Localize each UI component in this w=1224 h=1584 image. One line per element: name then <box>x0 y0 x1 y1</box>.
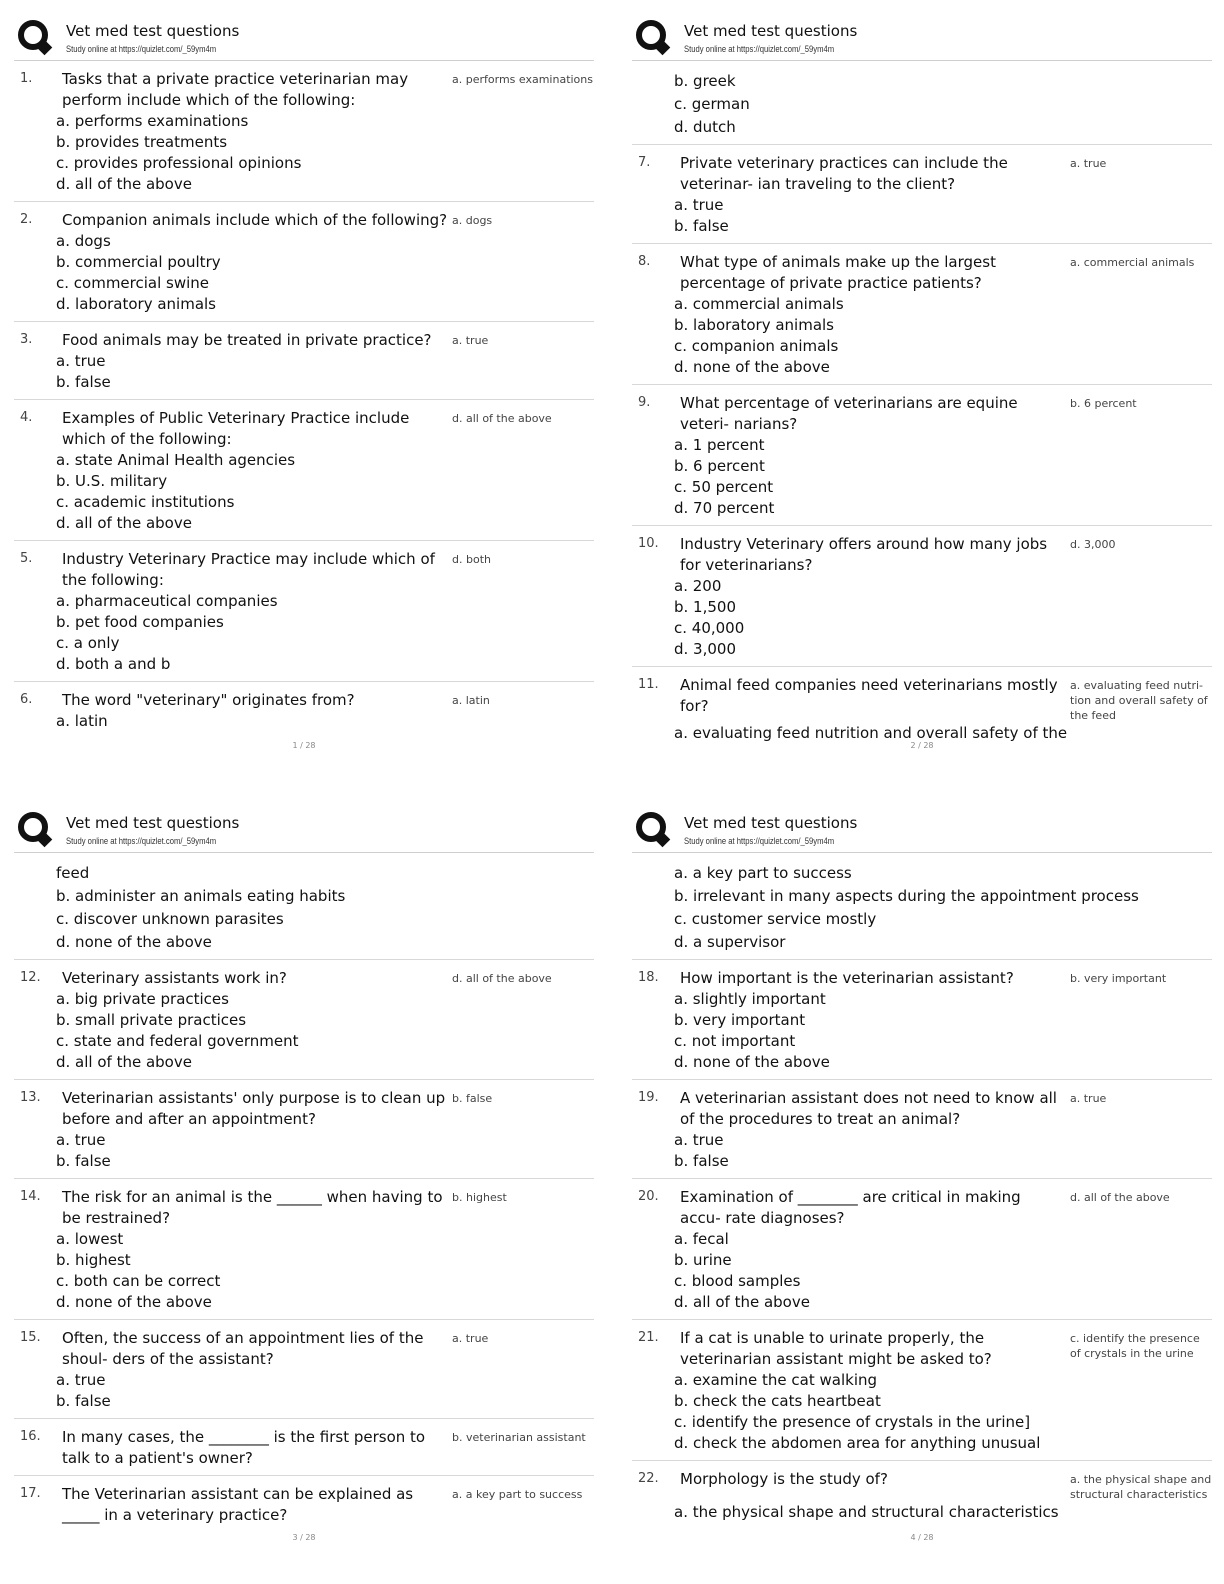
page-1 <box>14 18 594 778</box>
question-row <box>632 1469 1212 1502</box>
question-text: Industry Veterinary Practice may include which of the following: <box>62 550 435 589</box>
answer-text: a. performs examinations <box>452 73 593 86</box>
answer-option: c. blood samples <box>674 1272 801 1290</box>
question-block <box>14 61 594 202</box>
question-row <box>14 330 594 351</box>
question-block <box>14 541 594 682</box>
question-block <box>14 1476 594 1532</box>
question-number: 15. <box>20 1330 41 1345</box>
answer-option: b. U.S. military <box>56 472 168 490</box>
continued-option: c. german <box>674 95 750 113</box>
answer-text: a. dogs <box>452 214 493 227</box>
answer-option: d. none of the above <box>674 358 830 376</box>
question-row <box>632 968 1212 989</box>
continued-option: d. a supervisor <box>674 933 786 951</box>
answer-text: a. a key part to success <box>452 1488 583 1501</box>
answer-option: c. 50 percent <box>674 478 774 496</box>
question-text: Examples of Public Veterinary Practice include which of the following: <box>62 409 410 448</box>
question-number: 7. <box>638 155 651 170</box>
answer-option: c. companion animals <box>674 337 839 355</box>
page-title: Vet med test questions <box>684 814 858 832</box>
question-row <box>14 1088 594 1130</box>
question-text: Food animals may be treated in private practice? <box>62 331 432 349</box>
continued-option: a. a key part to success <box>674 864 852 882</box>
answer-text: b. very important <box>1070 972 1167 985</box>
answer-option: a. true <box>674 1131 724 1149</box>
answer-text: d. 3,000 <box>1070 538 1116 551</box>
question-text: A veterinarian assistant does not need to know all of the procedures to treat an animal? <box>680 1089 1057 1128</box>
continued-option: c. discover unknown parasites <box>56 910 284 928</box>
question-block <box>632 244 1212 385</box>
question-row <box>14 1484 594 1526</box>
question-number: 13. <box>20 1090 41 1105</box>
answer-text: a. true <box>1070 1092 1107 1105</box>
question-block <box>14 322 594 400</box>
question-row <box>632 252 1212 294</box>
question-row <box>632 153 1212 195</box>
question-row <box>14 690 594 711</box>
continued-option: feed <box>56 864 90 882</box>
question-text: Industry Veterinary offers around how many jobs for veterinarians? <box>680 535 1048 574</box>
answer-text: a. true <box>452 334 489 347</box>
question-row <box>14 1427 594 1469</box>
answer-option: a. commercial animals <box>674 295 844 313</box>
answer-option: b. false <box>56 373 111 391</box>
question-number: 4. <box>20 410 33 425</box>
answer-text: b. 6 percent <box>1070 397 1137 410</box>
quizlet-logo-icon <box>18 20 48 50</box>
answer-option: d. check the abdomen area for anything unusual <box>674 1434 1041 1452</box>
continued-option: b. irrelevant in many aspects during the appointment process <box>674 887 1139 905</box>
question-block <box>14 1419 594 1476</box>
question-text: Tasks that a private practice veterinarian may perform include which of the following: <box>62 70 409 109</box>
question-number: 5. <box>20 551 33 566</box>
question-block <box>632 667 1212 750</box>
answer-option: c. state and federal government <box>56 1032 299 1050</box>
answer-option: d. all of the above <box>56 514 192 532</box>
continued-option: c. customer service mostly <box>674 910 877 928</box>
answer-option: c. 40,000 <box>674 619 745 637</box>
question-row <box>14 1328 594 1370</box>
question-row <box>632 534 1212 576</box>
question-row <box>632 1187 1212 1229</box>
study-online-link[interactable]: Study online at https://quizlet.com/_59ym4m <box>66 836 217 846</box>
answer-option: b. pet food companies <box>56 613 224 631</box>
question-block <box>14 400 594 541</box>
question-block <box>14 1320 594 1419</box>
answer-option: d. all of the above <box>56 1053 192 1071</box>
question-block <box>14 1080 594 1179</box>
answer-option: c. provides professional opinions <box>56 154 302 172</box>
answer-option: a. pharmaceutical companies <box>56 592 278 610</box>
answer-option: c. a only <box>56 634 120 652</box>
answer-option: a. state Animal Health agencies <box>56 451 296 469</box>
page-2 <box>632 18 1212 778</box>
answer-option: a. true <box>56 352 106 370</box>
page-3 <box>14 810 594 1570</box>
question-number: 2. <box>20 212 33 227</box>
answer-option: a. latin <box>56 712 108 730</box>
answer-text: b. highest <box>452 1191 507 1204</box>
answer-text: b. false <box>452 1092 493 1105</box>
question-number: 18. <box>638 970 659 985</box>
question-list <box>14 853 594 1532</box>
continued-option: d. none of the above <box>56 933 212 951</box>
question-number: 20. <box>638 1189 659 1204</box>
question-number: 8. <box>638 254 651 269</box>
question-number: 22. <box>638 1471 659 1486</box>
question-text: How important is the veterinarian assistant? <box>680 969 1014 987</box>
question-block <box>14 202 594 322</box>
question-list <box>14 61 594 738</box>
question-row <box>14 968 594 989</box>
answer-option: a. performs examinations <box>56 112 249 130</box>
answer-option: b. small private practices <box>56 1011 247 1029</box>
page-title: Vet med test questions <box>66 22 240 40</box>
answer-option: a. slightly important <box>674 990 826 1008</box>
page-header <box>632 810 1212 853</box>
question-text: Animal feed companies need veterinarians mostly for? <box>680 676 1058 715</box>
quizlet-logo-icon <box>636 812 666 842</box>
question-text: What percentage of veterinarians are equine veteri- narians? <box>680 394 1018 433</box>
continued-option: b. administer an animals eating habits <box>56 887 346 905</box>
question-block <box>632 1461 1212 1529</box>
answer-text: a. true <box>452 1332 489 1345</box>
answer-option: a. true <box>674 196 724 214</box>
answer-option: d. all of the above <box>56 175 192 193</box>
page-4 <box>632 810 1212 1570</box>
answer-option: a. big private practices <box>56 990 229 1008</box>
question-block <box>14 682 594 738</box>
answer-option: a. true <box>56 1371 106 1389</box>
answer-text: a. true <box>1070 157 1107 170</box>
quizlet-logo-icon <box>636 20 666 50</box>
answer-text: d. all of the above <box>452 412 552 425</box>
question-number: 6. <box>20 692 33 707</box>
answer-option: d. laboratory animals <box>56 295 216 313</box>
question-row <box>14 1187 594 1229</box>
page-number: 3 / 28 <box>292 1533 316 1542</box>
answer-option: b. 1,500 <box>674 598 736 616</box>
question-block <box>14 960 594 1080</box>
question-row <box>14 210 594 231</box>
question-text: Morphology is the study of? <box>680 1470 888 1488</box>
question-number: 3. <box>20 332 33 347</box>
answer-option: c. academic institutions <box>56 493 235 511</box>
question-block <box>632 145 1212 244</box>
answer-option: a. evaluating feed nutrition and overall safety of the <box>674 724 1068 742</box>
continued-question-block <box>632 61 1212 145</box>
answer-option: b. 6 percent <box>674 457 765 475</box>
answer-option: b. very important <box>674 1011 806 1029</box>
question-list <box>632 853 1212 1529</box>
question-row <box>632 675 1212 723</box>
answer-option: a. lowest <box>56 1230 124 1248</box>
question-block <box>632 385 1212 526</box>
question-number: 10. <box>638 536 659 551</box>
question-row <box>632 1088 1212 1130</box>
question-number: 11. <box>638 677 659 692</box>
answer-option: a. the physical shape and structural characteristics <box>674 1503 1059 1521</box>
page-header <box>14 810 594 853</box>
question-text: Veterinary assistants work in? <box>62 969 287 987</box>
continued-option: d. dutch <box>674 118 736 136</box>
answer-option: b. highest <box>56 1251 131 1269</box>
answer-text: a. evaluating feed nutri- tion and overall safety of the feed <box>1070 679 1208 722</box>
answer-text: a. commercial animals <box>1070 256 1195 269</box>
question-text: Veterinarian assistants' only purpose is to clean up before and after an appointment? <box>62 1089 446 1128</box>
question-text: Often, the success of an appointment lies of the shoul- ders of the assistant? <box>62 1329 424 1368</box>
answer-option: b. provides treatments <box>56 133 228 151</box>
continued-question-block <box>632 853 1212 960</box>
answer-option: d. both a and b <box>56 655 171 673</box>
page-title: Vet med test questions <box>684 22 858 40</box>
question-text: The Veterinarian assistant can be explained as _____ in a veterinary practice? <box>62 1485 414 1524</box>
answer-option: c. commercial swine <box>56 274 210 292</box>
question-row <box>14 408 594 450</box>
question-text: If a cat is unable to urinate properly, the veterinarian assistant might be asked to? <box>680 1329 992 1368</box>
answer-option: b. urine <box>674 1251 732 1269</box>
page-number: 1 / 28 <box>292 741 316 750</box>
answer-option: b. laboratory animals <box>674 316 834 334</box>
question-number: 16. <box>20 1429 41 1444</box>
question-text: Private veterinary practices can include the veterinar- ian traveling to the client? <box>680 154 1008 193</box>
answer-option: d. all of the above <box>674 1293 810 1311</box>
answer-option: b. commercial poultry <box>56 253 221 271</box>
study-online-link[interactable]: Study online at https://quizlet.com/_59ym4m <box>684 44 835 54</box>
question-text: The word "veterinary" originates from? <box>62 691 355 709</box>
quizlet-logo-icon <box>18 812 48 842</box>
answer-option: d. none of the above <box>674 1053 830 1071</box>
study-online-link[interactable]: Study online at https://quizlet.com/_59ym4m <box>66 44 217 54</box>
question-text: In many cases, the ________ is the first person to talk to a patient's owner? <box>62 1428 426 1467</box>
question-number: 14. <box>20 1189 41 1204</box>
question-text: Companion animals include which of the following? <box>62 211 448 229</box>
question-text: Examination of ________ are critical in making accu- rate diagnoses? <box>680 1188 1021 1227</box>
question-number: 1. <box>20 71 33 86</box>
answer-text: c. identify the presence of crystals in the urine <box>1070 1332 1200 1360</box>
question-number: 19. <box>638 1090 659 1105</box>
question-number: 12. <box>20 970 41 985</box>
answer-text: d. all of the above <box>452 972 552 985</box>
page-header <box>14 18 594 61</box>
answer-option: a. true <box>56 1131 106 1149</box>
answer-option: b. false <box>56 1392 111 1410</box>
answer-text: b. veterinarian assistant <box>452 1431 586 1444</box>
question-block <box>632 960 1212 1080</box>
page-title: Vet med test questions <box>66 814 240 832</box>
question-row <box>632 1328 1212 1370</box>
question-number: 17. <box>20 1486 41 1501</box>
question-block <box>632 526 1212 667</box>
question-block <box>632 1080 1212 1179</box>
question-number: 21. <box>638 1330 659 1345</box>
answer-text: a. latin <box>452 694 490 707</box>
answer-option: d. none of the above <box>56 1293 212 1311</box>
question-row <box>14 69 594 111</box>
question-row <box>14 549 594 591</box>
answer-option: c. identify the presence of crystals in the urine] <box>674 1413 1031 1431</box>
answer-option: d. 3,000 <box>674 640 736 658</box>
page-header <box>632 18 1212 61</box>
question-text: What type of animals make up the largest percentage of private practice patients? <box>680 253 996 292</box>
answer-text: d. both <box>452 553 491 566</box>
question-row <box>632 393 1212 435</box>
answer-option: b. check the cats heartbeat <box>674 1392 881 1410</box>
answer-text: d. all of the above <box>1070 1191 1170 1204</box>
answer-option: b. false <box>674 1152 729 1170</box>
answer-option: d. 70 percent <box>674 499 775 517</box>
answer-option: a. examine the cat walking <box>674 1371 878 1389</box>
question-block <box>14 1179 594 1320</box>
question-block <box>632 1320 1212 1461</box>
question-block <box>632 1179 1212 1320</box>
answer-option: b. false <box>674 217 729 235</box>
continued-question-block <box>14 853 594 960</box>
page-number: 2 / 28 <box>910 741 934 750</box>
answer-option: a. fecal <box>674 1230 729 1248</box>
answer-text: a. the physical shape and structural characteristics <box>1070 1473 1212 1501</box>
question-list <box>632 61 1212 750</box>
answer-option: a. 200 <box>674 577 722 595</box>
question-text: The risk for an animal is the ______ when having to be restrained? <box>62 1188 443 1227</box>
page-number: 4 / 28 <box>910 1533 934 1542</box>
answer-option: a. 1 percent <box>674 436 765 454</box>
continued-option: b. greek <box>674 72 736 90</box>
study-online-link[interactable]: Study online at https://quizlet.com/_59ym4m <box>684 836 835 846</box>
answer-option: a. dogs <box>56 232 111 250</box>
answer-option: c. not important <box>674 1032 796 1050</box>
answer-option: b. false <box>56 1152 111 1170</box>
question-number: 9. <box>638 395 651 410</box>
answer-option: c. both can be correct <box>56 1272 221 1290</box>
